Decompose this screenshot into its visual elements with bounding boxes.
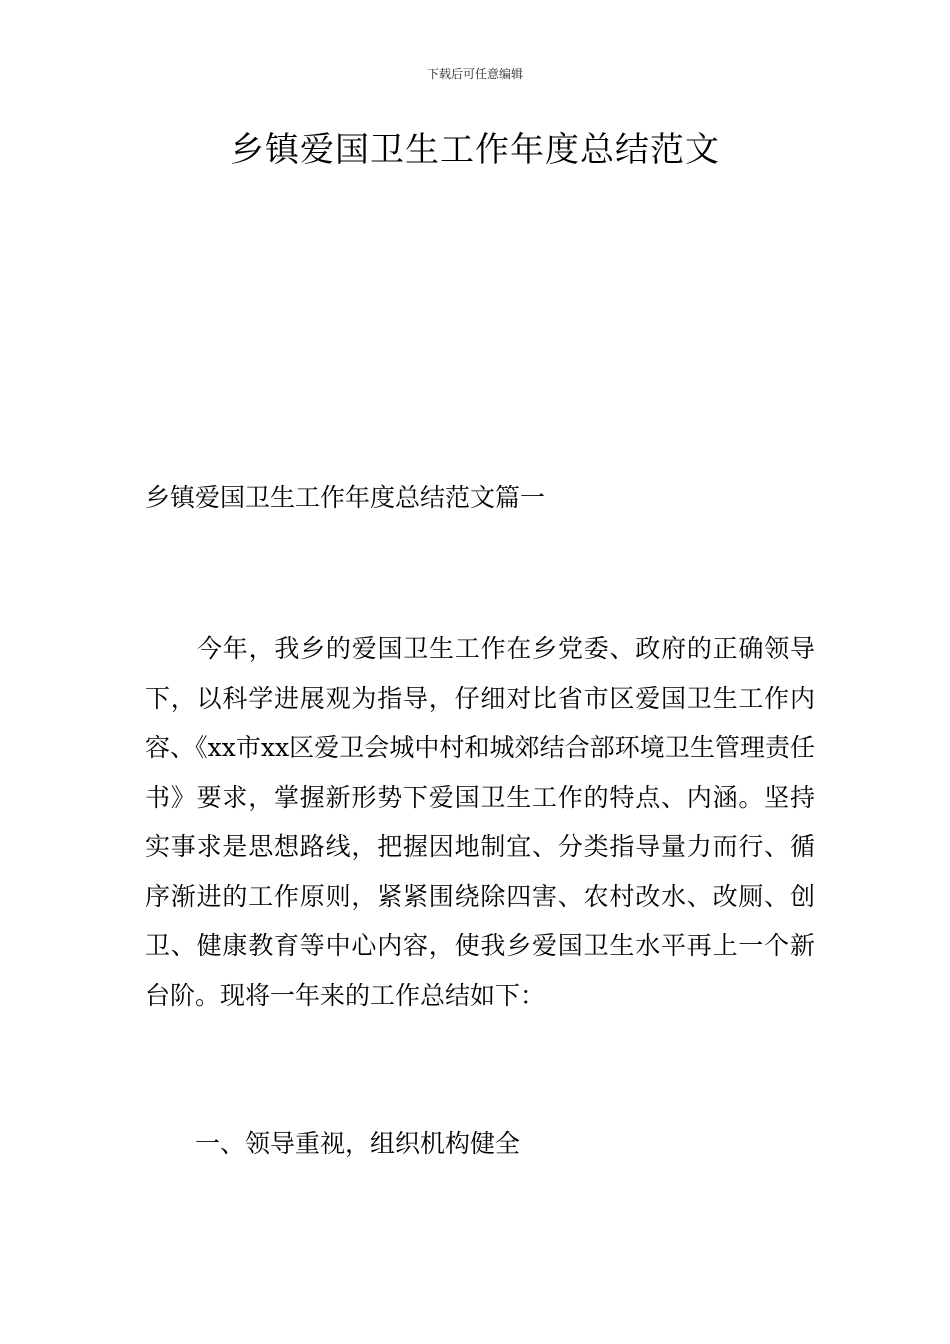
section-title: 乡镇爱国卫生工作年度总结范文篇一 <box>145 483 546 512</box>
subheading: 一、领导重视，组织机构健全 <box>195 1129 521 1158</box>
header-note: 下载后可任意编辑 <box>426 67 523 81</box>
body-paragraph: 今年，我乡的爱国卫生工作在乡党委、政府的正确领导下，以科学进展观为指导，仔细对比省市区爱国卫生工作内容、《xx市xx区爱卫会城中村和城郊结合部环境卫生管理责任书》要求，掌握新形势下爱国卫生工作的特点、内涵。坚持实事求是思想路线，把握因地制宜、分类指导量力而行、循序渐进的工作原则，紧紧围绕除四害、农村改水、改厕、创卫、健康教育等中心内容，使我乡爱国卫生水平再上一个新台阶。现将一年来的工作总结如下： <box>145 634 815 1010</box>
document-title: 乡镇爱国卫生工作年度总结范文 <box>230 130 720 170</box>
